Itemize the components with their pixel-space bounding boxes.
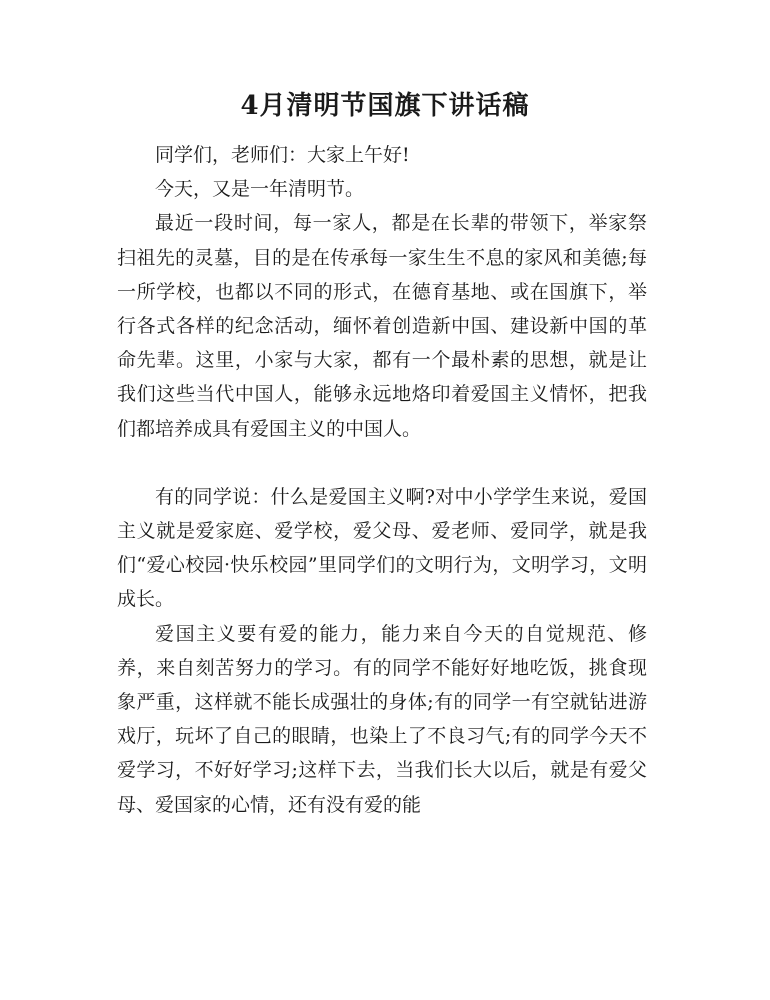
paragraph-family-tradition: 最近一段时间，每一家人，都是在长辈的带领下，举家祭扫祖先的灵墓，目的是在传承每一家生生不息的家风和美德;每一所学校，也都以不同的形式，在德育基地、或在国旗下，举行各式各样的纪念活动，缅怀着创造新中国、建设新中国的革命先辈。这里，小家与大家，都有一个最朴素的思想，就是让我们这些当代中国人，能够永远地烙印着爱国主义情怀，把我们都培养成具有爱国主义的中国人。: [117, 212, 647, 440]
paragraph-greeting: 同学们，老师们：大家上午好!: [155, 144, 410, 166]
document-title: 4月清明节国旗下讲话稿: [240, 91, 530, 121]
paragraph-intro: 今天，又是一年清明节。: [155, 178, 365, 201]
document-body: [117, 138, 647, 822]
paragraph-ability-to-love: 爱国主义要有爱的能力，能力来自今天的自觉规范、修养，来自刻苦努力的学习。有的同学不能好好地吃饭，挑食现象严重，这样就不能长成强壮的身体;有的同学一有空就钻进游戏厅，玩坏了自己的眼睛，也染上了不良习气;有的同学今天不爱学习，不好好学习;这样下去，当我们长大以后，就是有爱父母、爱国家的心情，还有没有爱的能: [117, 622, 647, 816]
paragraph-gap: [117, 446, 647, 480]
paragraph-what-is-patriotism: 有的同学说：什么是爱国主义啊?对中小学学生来说，爱国主义就是爱家庭、爱学校，爱父母、爱老师、爱同学，就是我们“爱心校园·快乐校园”里同学们的文明行为，文明学习，文明成长。: [117, 485, 647, 611]
